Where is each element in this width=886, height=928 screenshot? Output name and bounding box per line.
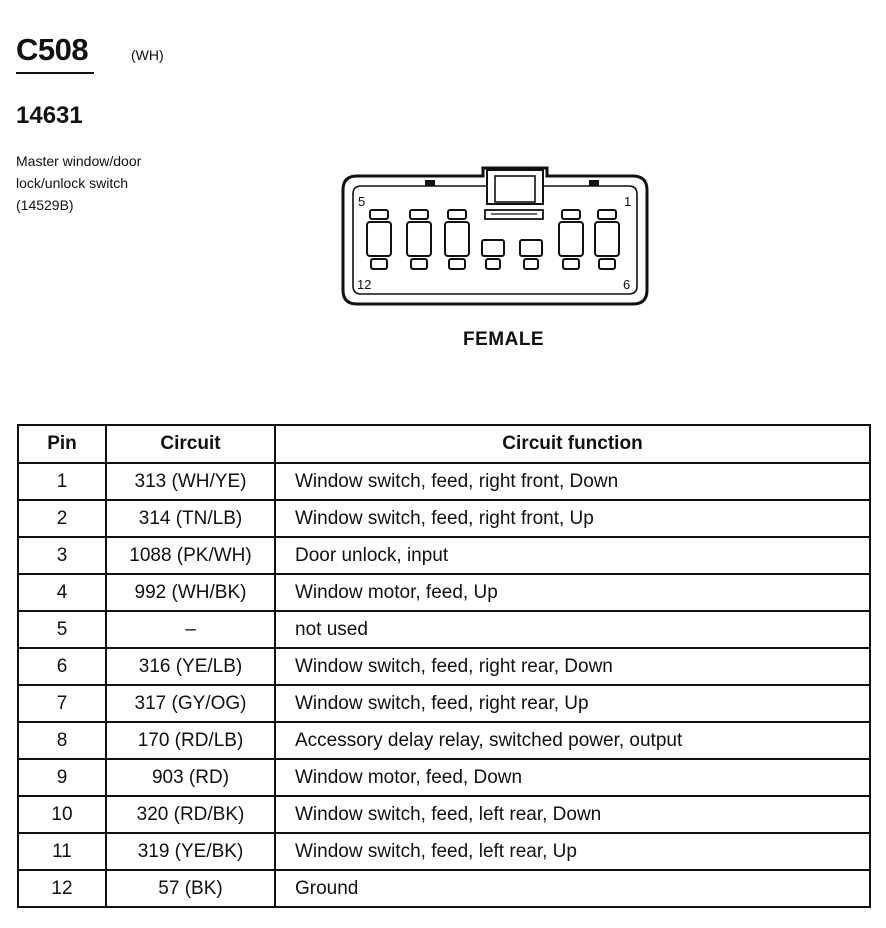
pin-label-6: 6 (623, 277, 631, 292)
pinout-table (17, 424, 871, 908)
circuit-cell: – (106, 611, 275, 648)
table-row (18, 611, 870, 648)
pin-cell: 1 (18, 463, 106, 500)
part-number: 14631 (16, 102, 83, 129)
table-row (18, 796, 870, 833)
function-cell: Window switch, feed, right rear, Down (275, 648, 870, 685)
connector-color-tag: (WH) (131, 47, 164, 63)
table-row (18, 537, 870, 574)
circuit-cell: 1088 (PK/WH) (106, 537, 275, 574)
header-circuit: Circuit (106, 425, 275, 463)
pin-cell: 3 (18, 537, 106, 574)
connector-code-underline (16, 72, 94, 74)
circuit-cell: 57 (BK) (106, 870, 275, 907)
function-cell: Window switch, feed, right front, Down (275, 463, 870, 500)
pin-cell: 2 (18, 500, 106, 537)
function-cell: not used (275, 611, 870, 648)
circuit-cell: 170 (RD/LB) (106, 722, 275, 759)
table-row (18, 833, 870, 870)
circuit-cell: 317 (GY/OG) (106, 685, 275, 722)
function-cell: Window switch, feed, right rear, Up (275, 685, 870, 722)
function-cell: Ground (275, 870, 870, 907)
connector-code: C508 (16, 32, 89, 67)
pin-cell: 12 (18, 870, 106, 907)
circuit-cell: 992 (WH/BK) (106, 574, 275, 611)
function-cell: Window switch, feed, left rear, Down (275, 796, 870, 833)
pin-cell: 4 (18, 574, 106, 611)
table-row (18, 759, 870, 796)
header-circuit-function: Circuit function (275, 425, 870, 463)
table-row (18, 574, 870, 611)
circuit-cell: 319 (YE/BK) (106, 833, 275, 870)
description-line: lock/unlock switch (16, 175, 129, 191)
table-row (18, 463, 870, 500)
circuit-cell: 316 (YE/LB) (106, 648, 275, 685)
table-row (18, 722, 870, 759)
description-line: Master window/door (16, 153, 142, 169)
table-row (18, 500, 870, 537)
table-row (18, 870, 870, 907)
circuit-cell: 903 (RD) (106, 759, 275, 796)
pin-cell: 10 (18, 796, 106, 833)
circuit-cell: 313 (WH/YE) (106, 463, 275, 500)
component-description (16, 150, 141, 216)
pin-cell: 5 (18, 611, 106, 648)
function-cell: Window motor, feed, Up (275, 574, 870, 611)
table-row (18, 648, 870, 685)
function-cell: Accessory delay relay, switched power, output (275, 722, 870, 759)
pin-cell: 6 (18, 648, 106, 685)
pin-label-5: 5 (358, 194, 366, 209)
connector-gender-label: FEMALE (463, 329, 545, 350)
pin-cell: 9 (18, 759, 106, 796)
circuit-cell: 314 (TN/LB) (106, 500, 275, 537)
pin-cell: 7 (18, 685, 106, 722)
pin-label-12: 12 (357, 277, 372, 292)
description-line: (14529B) (16, 197, 74, 213)
pin-cell: 11 (18, 833, 106, 870)
table-row (18, 685, 870, 722)
connector-face-diagram (335, 162, 655, 312)
pin-label-1: 1 (624, 194, 632, 209)
circuit-cell: 320 (RD/BK) (106, 796, 275, 833)
pin-cell: 8 (18, 722, 106, 759)
function-cell: Window switch, feed, left rear, Up (275, 833, 870, 870)
function-cell: Window switch, feed, right front, Up (275, 500, 870, 537)
function-cell: Window motor, feed, Down (275, 759, 870, 796)
header-pin: Pin (18, 425, 106, 463)
table-header-row (18, 425, 870, 463)
function-cell: Door unlock, input (275, 537, 870, 574)
